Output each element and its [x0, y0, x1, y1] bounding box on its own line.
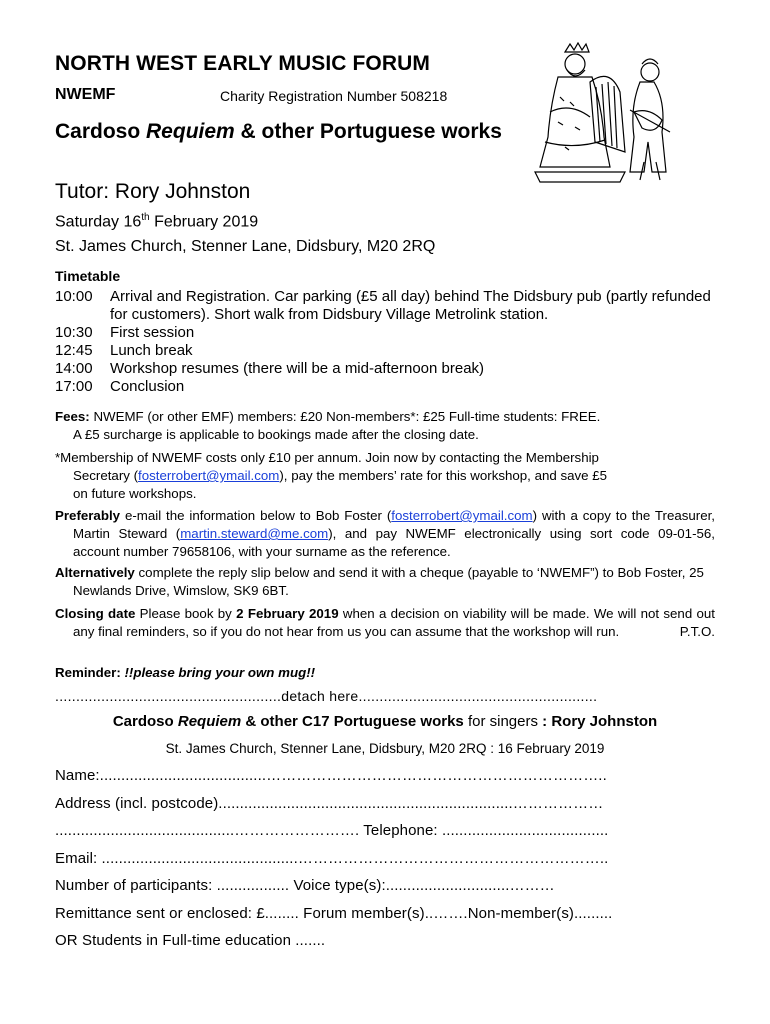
treasurer-email-link[interactable]: martin.steward@me.com	[180, 526, 329, 541]
reply-slip-subtitle: St. James Church, Stenner Lane, Didsbury, M20 2RQ : 16 February 2019	[165, 741, 605, 756]
pto-label: P.T.O.	[679, 624, 715, 639]
timetable-time: 10:00	[55, 288, 93, 305]
timetable-item	[55, 324, 725, 342]
timetable-time: 10:30	[55, 324, 93, 341]
email-field[interactable]: Email: ..............................................……………………………………………………..	[55, 850, 609, 867]
timetable-item	[55, 378, 725, 396]
participants-voice-field[interactable]: Number of participants: ................. Voice type(s):.............................………	[55, 877, 555, 894]
event-date: Saturday 16th February 2019	[55, 212, 259, 231]
organisation-title: NORTH WEST EARLY MUSIC FORUM	[55, 52, 430, 75]
timetable-description: Lunch break	[110, 342, 193, 359]
timetable-description: Workshop resumes (there will be a mid-afternoon break)	[110, 360, 485, 377]
remittance-field[interactable]: Remittance sent or enclosed: £........ Forum member(s)..…….Non-member(s).........	[55, 905, 613, 922]
preferably-paragraph: Preferably e-mail the information below to Bob Foster (fosterrobert@ymail.com) with a copy to the Treasurer, Martin Steward (martin.steward@me.com), and pay NWEMF electronically using sort code 09-01-56, account number 79658106, with your surname as the reference.	[55, 508, 715, 559]
detach-line: ......................................................detach here.........................................................	[55, 688, 598, 704]
students-field[interactable]: OR Students in Full-time education .......	[55, 932, 326, 949]
membership-email-link[interactable]: fosterrobert@ymail.com	[138, 468, 280, 483]
timetable-heading: Timetable	[55, 268, 121, 284]
timetable-time: 12:45	[55, 342, 93, 359]
timetable-description: Conclusion	[110, 378, 185, 395]
address-field[interactable]: Address (incl. postcode).....................................................................………………	[55, 795, 604, 812]
fees-label: Fees:	[55, 409, 90, 424]
reminder	[55, 664, 715, 682]
timetable-item	[55, 288, 725, 324]
timetable-time: 14:00	[55, 360, 93, 377]
reply-slip-title: Cardoso Requiem & other C17 Portuguese works for singers : Rory Johnston	[112, 713, 658, 730]
tutor: Tutor: Rory Johnston	[55, 180, 251, 203]
medieval-musicians-illustration	[530, 42, 680, 187]
charity-number: Charity Registration Number 508218	[220, 88, 448, 104]
closing-date-paragraph: Closing date Please book by 2 February 2019 when a decision on viability will be made. We will not send out any final reminders, so if you do not hear from us you can assume that the workshop will run. P.T.O.	[55, 606, 716, 639]
alternatively-paragraph: Alternatively complete the reply slip below and send it with a cheque (payable to ‘NWEMF”) to Bob Foster, 25 Newlands Drive, Wimslow, SK9 6BT.	[55, 565, 704, 598]
timetable-item	[55, 360, 725, 378]
name-field[interactable]: Name:.......................................…………………………………………………………..	[55, 767, 607, 784]
reminder-label: Reminder:	[55, 665, 121, 680]
timetable-description: Arrival and Registration. Car parking (£5 all day) behind The Didsbury pub (partly refunded for customers). Short walk from Didsbury Village Metrolink station.	[110, 288, 711, 323]
reminder-text: !!please bring your own mug!!	[120, 665, 316, 680]
preferably-label: Preferably	[55, 508, 121, 523]
alternatively-label: Alternatively	[55, 565, 135, 580]
closing-date-value: 2 February 2019	[236, 606, 339, 621]
timetable-description: First session	[110, 324, 195, 341]
secretary-email-link[interactable]: fosterrobert@ymail.com	[391, 508, 533, 523]
membership-paragraph: *Membership of NWEMF costs only £10 per annum. Join now by contacting the Membership Secretary (fosterrobert@ymail.com), pay the members’ rate for this workshop, and save £5 on future workshops.	[55, 450, 608, 501]
organisation-abbreviation: NWEMF	[55, 86, 116, 103]
timetable-item	[55, 342, 725, 360]
workshop-title: Cardoso Requiem & other Portuguese works	[55, 120, 502, 143]
telephone-field[interactable]: ..........................................……………………. Telephone: .......................................	[55, 822, 609, 839]
fees-paragraph: Fees: NWEMF (or other EMF) members: £20 Non-members*: £25 Full-time students: FREE. A £5 surcharge is applicable to bookings made after the closing date.	[55, 409, 601, 442]
closing-date-label: Closing date	[55, 606, 136, 621]
event-venue: St. James Church, Stenner Lane, Didsbury, M20 2RQ	[55, 238, 436, 255]
timetable-time: 17:00	[55, 378, 93, 395]
